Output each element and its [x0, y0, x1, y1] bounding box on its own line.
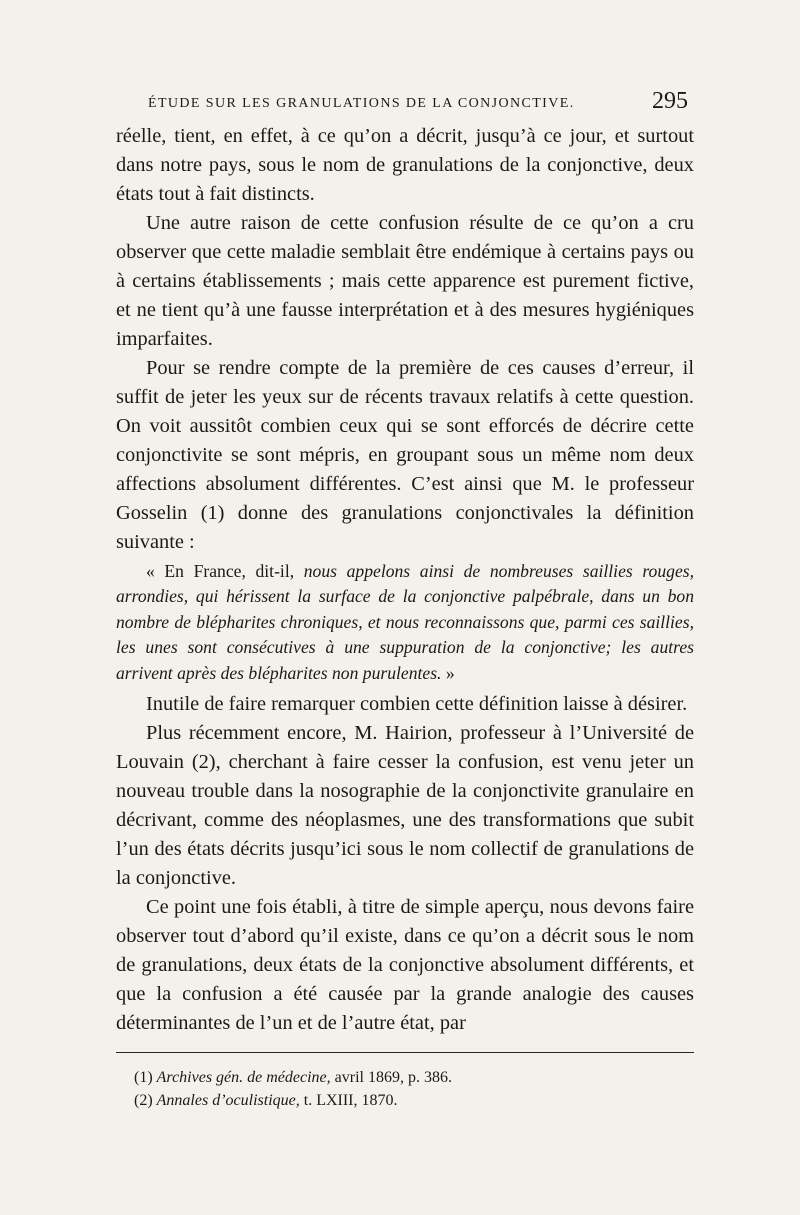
footnote-mark: (2)	[134, 1092, 157, 1109]
quote-open: « En France,	[146, 561, 256, 581]
paragraph: Pour se rendre compte de la première de ces causes d’erreur, il suffit de jeter les yeux sur de récents travaux relatifs à cette question. On voit aussitôt combien ceux qui se sont efforcés de décrire cette conjonctivite se sont mépris, en groupant sous un même nom deux affections absolument différentes. C’est ainsi que M. le professeur Gosselin (1) donne des granulations conjonctivales la définition suivante :	[116, 357, 694, 553]
body-text	[116, 122, 694, 1038]
footnote-source: Archives gén. de médecine,	[156, 1069, 331, 1086]
footnote-mark: (1)	[134, 1069, 157, 1086]
paragraph: Inutile de faire remarquer combien cette définition laisse à désirer.	[146, 693, 688, 716]
footnote	[134, 1089, 694, 1112]
paragraph: Une autre raison de cette confusion résulte de ce qu’on a cru observer que cette maladie semblait être endémique à certains pays ou à certains établissements ; mais cette apparence est purement fictive, et ne tient qu’à une fausse interprétation et à des mesures hygiéniques imparfaites.	[116, 212, 694, 350]
quote-close: »	[441, 662, 455, 683]
quote-dit: dit-il,	[255, 561, 304, 581]
quote-body: nous appelons ainsi de nombreuses saillies rouges, arrondies, qui hérissent la surface de la conjonctive palpébrale, dans un bon nombre de blépharites chroniques, et nous reconnaissons que, parmi ces saillies, les unes sont consécutives à une suppuration de la conjonctive; les autres arrivent après des blépharites non purulentes.	[116, 561, 694, 683]
footnote-detail: t. LXIII, 1870.	[299, 1092, 398, 1109]
running-head	[108, 88, 688, 122]
paragraph: Plus récemment encore, M. Hairion, professeur à l’Université de Louvain (2), cherchant à faire cesser la confusion, est venu jeter un nouveau trouble dans la nosographie de la conjonctivite granulaire en décrivant, comme des néoplasmes, une des transformations que subit l’un des états décrits jusqu’ici sous le nom collectif de granulations de la conjonctive.	[116, 722, 694, 890]
footnote	[134, 1066, 694, 1089]
paragraph: Ce point une fois établi, à titre de simple aperçu, nous devons faire observer tout d’abord qu’il existe, dans ce qu’on a décrit sous le nom de granulations, deux états de la conjonctive absolument différents, et que la confusion a été causée par la grande analogie des causes déterminantes de l’un et de l’autre état, par	[116, 896, 694, 1035]
footnote-detail: avril 1869, p. 386.	[330, 1069, 452, 1086]
footnote-rule	[116, 1052, 694, 1053]
paragraph: réelle, tient, en effet, à ce qu’on a décrit, jusqu’à ce jour, et surtout dans notre pays, sous le nom de granulations de la conjonctive, deux états tout à fait distincts.	[116, 125, 694, 205]
running-head-title: ÉTUDE SUR LES GRANULATIONS DE LA CONJONCTIVE.	[148, 96, 575, 111]
footnotes	[134, 1066, 694, 1112]
page-number: 295	[652, 88, 688, 114]
footnote-source: Annales d’oculistique,	[156, 1092, 300, 1109]
block-quote	[116, 559, 694, 686]
